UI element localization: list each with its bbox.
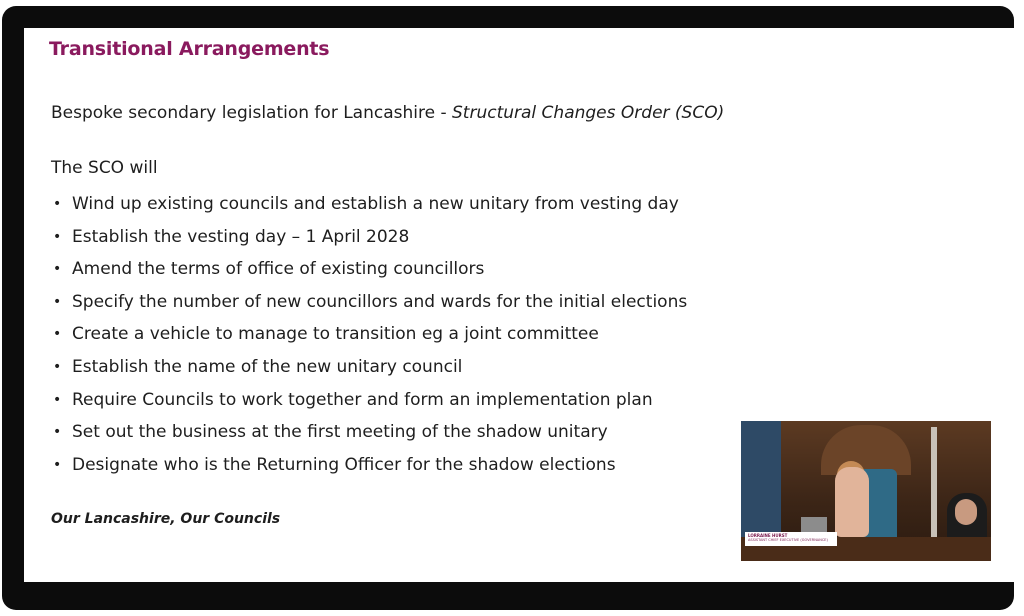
- bullet-text: Establish the name of the new unitary council: [72, 356, 463, 377]
- bullet-icon: •: [53, 196, 62, 212]
- bullet-item: [51, 221, 771, 254]
- bullet-text: Specify the number of new councillors and wards for the initial elections: [72, 291, 688, 312]
- bullet-item: [51, 188, 771, 221]
- bullet-item: [51, 351, 771, 384]
- bullet-icon: •: [53, 261, 62, 278]
- second-person-face: [955, 499, 977, 525]
- bullet-text: Establish the vesting day – 1 April 2028: [72, 226, 410, 247]
- bullet-text: Amend the terms of office of existing councillors: [72, 259, 485, 280]
- speaker-figure: [835, 467, 869, 537]
- bullet-icon: •: [53, 228, 62, 245]
- speaker-video-inset[interactable]: [741, 421, 991, 561]
- slide-subtitle: [51, 103, 724, 123]
- intro-text: The SCO will: [51, 158, 158, 178]
- bullet-text: Set out the business at the first meeting of the shadow unitary: [72, 422, 608, 443]
- bullet-icon: •: [53, 424, 62, 441]
- slide-title: Transitional Arrangements: [49, 38, 330, 60]
- speaker-caption: [745, 532, 837, 546]
- bullet-icon: •: [53, 391, 62, 408]
- bullet-icon: •: [53, 358, 62, 375]
- bullet-icon: •: [53, 293, 62, 310]
- bullet-icon: •: [53, 326, 62, 343]
- subtitle-italic-text: Structural Changes Order (SCO): [452, 103, 725, 123]
- bullet-text: Wind up existing councils and establish a new unitary from vesting day: [72, 194, 679, 214]
- presentation-slide: [24, 28, 1014, 582]
- bullet-item: [51, 416, 771, 449]
- slide-footer: Our Lancashire, Our Councils: [51, 511, 281, 527]
- bullet-item: [51, 318, 771, 351]
- bullet-item: [51, 253, 771, 286]
- speaker-name: LORRAINE HURST: [748, 533, 788, 538]
- bullet-text: Create a vehicle to manage to transition eg a joint committee: [72, 324, 599, 345]
- subtitle-text: Bespoke secondary legislation for Lancashire -: [51, 103, 453, 123]
- bullet-list: [51, 188, 771, 481]
- bullet-item: [51, 449, 771, 482]
- bullet-text: Designate who is the Returning Officer for the shadow elections: [72, 454, 616, 475]
- bullet-text: Require Councils to work together and form an implementation plan: [72, 389, 653, 410]
- video-frame: [2, 6, 1014, 610]
- speaker-role: ASSISTANT CHIEF EXECUTIVE (GOVERNANCE): [748, 538, 828, 542]
- bullet-icon: •: [53, 456, 62, 473]
- bullet-item: [51, 286, 771, 319]
- microphone-stand: [931, 427, 937, 537]
- bullet-item: [51, 384, 771, 417]
